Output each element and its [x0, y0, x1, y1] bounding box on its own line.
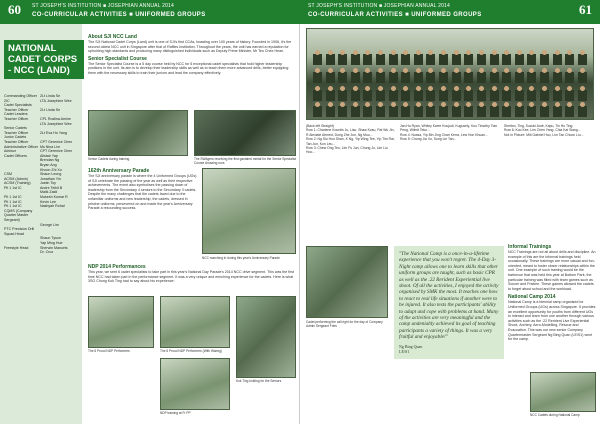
roster-role: Plt 1 1st IC	[4, 195, 22, 200]
cadet-figure	[578, 85, 587, 101]
caption-ndp-wamig: The 6 Proud NDP Performers (With Wamig)	[160, 349, 222, 353]
cadet-figure	[363, 67, 372, 83]
cadet-figure	[490, 101, 499, 117]
roster-role: Cadet Officers	[4, 153, 27, 158]
roster-role: 2IC	[4, 98, 10, 103]
cadet-figure	[477, 67, 486, 83]
roster-name	[40, 227, 80, 236]
roster-row	[4, 227, 80, 236]
camp-heading: National Camp 2014	[508, 294, 556, 301]
cadet-figure	[490, 49, 499, 65]
cadet-figure	[313, 49, 322, 65]
section-line: CO-CURRICULAR ACTIVITIES ■ UNIFORMED GROUPS	[32, 12, 206, 18]
roster-name: Jonathan Yin	[40, 176, 61, 181]
cadet-figure	[502, 85, 511, 101]
cadet-figure	[490, 67, 499, 83]
quote-author: Ng Bing Quan	[399, 343, 423, 349]
roster-name: Bryan Ang	[40, 162, 57, 167]
cadet-figure	[338, 85, 347, 101]
caption-medal: The SWAgers receiving the first gantaled medal for the Senior Specialist Course Amazing runs	[194, 157, 296, 165]
roster-name: Yap Ming Hue	[40, 241, 63, 245]
right-page-number: 61	[579, 2, 592, 17]
cadet-figure	[326, 101, 335, 117]
cadet-figure	[515, 49, 524, 65]
cadet-figure	[540, 49, 549, 65]
sidebar-title: NATIONAL CADET CORPS - NCC (LAND)	[4, 40, 84, 79]
names-column-2: Jan Hu Ryan, Whitey Kwee Koujudi, Kugusely, Kuo Timothy Tian Peng, Wilmit Teko... Row 4: Nussa, Yip Bin Jing Chan Kerra, Lew Hon Khuan... Row 5: Chong Jia Xu, Song Lie Tan...	[400, 124, 498, 142]
roster-role: Administrative Officer	[4, 144, 39, 149]
cadet-figure	[578, 67, 587, 83]
roster-role: Plt 1 1st IC	[4, 185, 22, 190]
ndp-text: This year, we sent 6 cadet specialists to take part in this year's National Day Parade's 2014 NCC drive segment. This was the first time NCC had taken part in the performance segment. It was a very unique and enriching experience for the cadets. Here is what 3SG Chong Kok Ting had to say about his experience:	[88, 270, 295, 284]
cadet-figure	[464, 85, 473, 101]
roster-role: Teacher Officer	[4, 139, 29, 144]
cadet-figure	[351, 85, 360, 101]
roster-role: Junior Cadets	[4, 135, 27, 140]
ndp-heading: NDP 2014 Performances	[88, 264, 146, 270]
left-page-header	[0, 0, 300, 24]
camp-activity-photo	[306, 246, 388, 318]
cadet-figure	[414, 67, 423, 83]
senior-cadets-photo	[88, 110, 188, 156]
left-page-number: 60	[8, 2, 21, 17]
cadet-figure	[515, 67, 524, 83]
parade-section	[88, 168, 198, 211]
cadet-figure	[313, 101, 322, 117]
left-body	[88, 32, 296, 77]
cadet-figure	[401, 67, 410, 83]
cadet-figure	[553, 101, 562, 117]
roster-role: CSM	[4, 172, 12, 177]
cadet-figure	[540, 101, 549, 117]
cadet-figure	[527, 85, 536, 101]
quote-text: "The National Camp is a once-in-a-lifetime experience that you won't regret. The 4-Day 3-Night camp allows one to learn skills that other uniform groups are taught, such as basic CPR as well as the .22 Rerident Experiential live shoot. Of all the activities, I enjoyed the activity organised by SMK the most. It teaches one how to react to real life situations if another were to be injured. It also tests the participants' ability to adapt and cope with problems at hand. Many of the activities are very meaningful and the camp undeniably achieved its goal of teaching participants a variety of things. It was a very fruitful and enjoyable!"	[399, 251, 499, 341]
roster-role: CQMS (Company Quarter Master Sergeant)	[4, 208, 33, 223]
roster-name: George Lim	[40, 222, 59, 227]
cadet-figure	[363, 85, 372, 101]
cadet-figure	[565, 85, 574, 101]
roster-name	[40, 209, 80, 223]
cadet-figure	[338, 49, 347, 65]
cadet-figure	[401, 85, 410, 101]
cadet-figure	[439, 67, 448, 83]
cadet-figure	[464, 101, 473, 117]
medal-photo	[194, 110, 296, 156]
cadet-figure	[363, 49, 372, 65]
cadet-figure	[565, 101, 574, 117]
cadet-figure	[326, 85, 335, 101]
kok-ting-photo	[236, 296, 296, 378]
ndp-performers-photo	[88, 296, 154, 348]
cadet-figure	[578, 49, 587, 65]
roster-role: Plt 1 1st IC	[4, 204, 22, 209]
cadet-figure	[389, 101, 398, 117]
roster-role: Advisor	[4, 149, 16, 154]
roster-name: Andre Teikit B	[40, 185, 63, 190]
parade-heading: 162th Anniversary Parade	[88, 168, 150, 174]
about-heading: About SJI NCC Land	[88, 34, 137, 40]
cadet-figure	[338, 101, 347, 117]
cadet-figure	[452, 85, 461, 101]
cadet-figure	[452, 67, 461, 83]
roster-role: PTC Precision Drill Squad Head	[4, 227, 35, 236]
cadet-figure	[426, 49, 435, 65]
cadet-figure	[414, 101, 423, 117]
roster-list	[4, 94, 80, 255]
cadet-figure	[439, 85, 448, 101]
cadet-figure	[553, 49, 562, 65]
cadet-figure	[326, 49, 335, 65]
cadet-figure	[490, 85, 499, 101]
roster-name: Ms Nina Lim	[40, 144, 60, 149]
sidebar	[0, 24, 82, 424]
roster-name: Khoon Zhi Xu	[40, 167, 62, 172]
cadet-figure	[553, 85, 562, 101]
school-line: ST JOSEPH'S INSTITUTION ■ JOSEPHIAN ANNUAL 2014	[32, 3, 175, 9]
roster-name: LTA Josephine Wee	[40, 121, 72, 126]
unit-group-photo	[306, 28, 594, 120]
caption-parade: NCC marching in during this year's Anniversary Parade	[202, 256, 280, 260]
roster-row	[4, 209, 80, 223]
cadet-figure	[452, 101, 461, 117]
roster-name: Kevin Lee	[40, 199, 56, 204]
roster-name: Dr. Cruz	[40, 250, 54, 255]
cadet-figure	[426, 85, 435, 101]
cadet-figure	[477, 101, 486, 117]
about-text: The SJI National Cadet Corps (Land) unit is one of SJI's first CCAs, boasting over 100 years of history. Founded in 1906, it's the second oldest NCC unit in Singapore after that of Raffles Institution. Throughout the years, the unit has earned a reputation for upholding high standards and producing many distinguished individuals such as Deputy Prime Minister, Mr Teo Chee Hean.	[88, 40, 292, 54]
cadet-figure	[414, 49, 423, 65]
cadet-figure	[527, 49, 536, 65]
cadet-figure	[527, 101, 536, 117]
roster-role: Plt 1 1st IC	[4, 199, 22, 204]
cadet-figure	[389, 49, 398, 65]
cadet-figure	[515, 85, 524, 101]
roster-name: Justin Toy	[40, 181, 56, 186]
cadet-figure	[351, 49, 360, 65]
names-column-3: Shelton, Ting, Suzuki Andr, Kapu, Tin Hu Ting Row 6: Kuo Kee, Lim Chen Yang, Chia Kai Siang... Not in Picture: Miti Gabriel Hoo, Lim Tan Choon Liu...	[504, 124, 584, 137]
roster-role	[4, 250, 40, 255]
quote-box	[394, 246, 504, 359]
informal-section	[508, 244, 596, 342]
cadet-figure	[565, 67, 574, 83]
roster-name: Shaun Leong	[40, 172, 62, 177]
cadet-figure	[313, 85, 322, 101]
national-camp-photo	[530, 372, 596, 412]
caption-camp-activity: Cadet performing the call right for the day of Company Admin Sergeant Fries	[306, 320, 383, 328]
roster-role: Cadet Specialists	[4, 103, 32, 108]
cadet-figure	[477, 85, 486, 101]
cadet-figure	[502, 101, 511, 117]
cadet-figure	[326, 67, 335, 83]
cadet-figure	[464, 49, 473, 65]
roster-name: 2Lt Eva Ho Yang	[40, 130, 67, 135]
cadet-figure	[565, 49, 574, 65]
right-section-line: CO-CURRICULAR ACTIVITIES ■ UNIFORMED GROUPS	[308, 12, 482, 18]
roster-role: Teacher Officer	[4, 130, 29, 135]
roster-name: 2Lt Linda Se	[40, 94, 61, 98]
cadet-figure	[389, 85, 398, 101]
roster-name: Nashyah Rohal	[40, 204, 65, 209]
cadet-figure	[502, 49, 511, 65]
caption-senior-cadets: Senior Cadets during training	[88, 157, 130, 161]
senior-heading: Senior Specialist Course	[88, 55, 147, 62]
ndp-training-photo	[160, 358, 230, 410]
roster-name: CPT Gerenice Chen	[40, 139, 73, 144]
cadet-figure	[376, 85, 385, 101]
cadet-figure	[426, 67, 435, 83]
cadet-figure	[439, 101, 448, 117]
roster-role: Freestyle Head	[4, 245, 29, 250]
cadet-figure	[540, 67, 549, 83]
cadet-figure	[439, 49, 448, 65]
cadet-figure	[540, 85, 549, 101]
cadet-figure	[376, 67, 385, 83]
cadet-figure	[351, 101, 360, 117]
parade-photo	[202, 168, 296, 254]
roster-role: Cadet Leaders	[4, 112, 28, 117]
ndp-wamig-photo	[160, 296, 230, 348]
right-page	[300, 0, 600, 424]
ndp-section	[88, 264, 296, 284]
cadet-figure	[401, 101, 410, 117]
cadet-figure	[502, 67, 511, 83]
cadet-figure	[351, 67, 360, 83]
cadet-figure	[414, 85, 423, 101]
names-column-1: (Back left Straight) Row 1: Charlene Kourdis Ju, Lisu, Shaw Kosu, Pat Wu Jin, R Alexiate Ahmed, Dong Zhe Jun, Ng Muu... Row 2: Ng Siu Hoo Shan, K Ng, Yip Wing Tee, Yip Tim Rai, Tan Jun, Kon Leu... Row 3: Chew Ong Teo, Lim Fu Jun, Chung Ju, Lim Liu Hoo...	[306, 124, 395, 155]
cadet-figure	[515, 101, 524, 117]
informal-text: NCC Trainings are not all about drills and discipline. An example of this are the informal trainings held occasionally. These trainings are more casual and fun-oriented, meant to foster closer relationships within the unit. One example of such training would be the barbecue that was held this year at Bottom Park, the particular training was filled with team games such as Soccer and Frisbee. These games allowed the cadets to forget about school and the workload.	[508, 250, 596, 291]
cadet-figure	[477, 49, 486, 65]
roster-row	[4, 250, 80, 255]
roster-name: Shaun Tyson	[40, 236, 61, 241]
senior-text: The Senior Specialist Course is a 5 day course held by NCC for 5 exceptional cadet specialists that hold higher leadership positions in the unit. Its aim is to develop their leadership skills as well as to teach them more advanced drills, better equipping them with the necessary skills to train their juniors and lead the company effectively.	[88, 61, 289, 75]
cadet-figure	[363, 101, 372, 117]
cadet-figure	[527, 67, 536, 83]
caption-ndp-performers: The 6 Proud NDP Performers	[88, 349, 130, 353]
roster-name: Malik Zaidi	[40, 190, 58, 195]
cadet-figure	[376, 101, 385, 117]
cadet-figure	[313, 67, 322, 83]
cadet-figure	[426, 101, 435, 117]
cadet-figure	[578, 101, 587, 117]
camp-text: National Camp is a biennial camp organised for Uniformed Groups (UGs) across Singapore. It provides an excellent opportunity for youths from different UGs to interact and learn from one another through various activities such as the .22 Rerident Live Experiential Shoot, Archery, Aero-Modelling, Rescue and Evacuation. This was our new senior Company Quartermaster Sergeant Ng Bing Quan (LE/S1) went for the camp.	[508, 300, 596, 342]
cadet-figure	[464, 67, 473, 83]
roster-role: Teacher Officer	[4, 107, 29, 112]
quote-author-class: LE/S1	[399, 348, 410, 354]
roster-name: Alistair Yap	[40, 153, 58, 158]
caption-kok-ting: Kok Ting holding for the Seniors	[236, 379, 282, 383]
caption-national-camp: NCC Cadets during National Camp	[530, 413, 580, 417]
right-school-line: ST JOSEPH'S INSTITUTION ■ JOSEPHIAN ANNUAL 2014	[308, 3, 451, 9]
cadet-figure	[389, 67, 398, 83]
cadet-figure	[401, 49, 410, 65]
roster-name: CPL Roslina Amine	[40, 116, 71, 121]
roster-role: Commanding Officer	[4, 94, 37, 98]
roster-name: CPT Gerenice Chen	[40, 149, 73, 154]
right-page-header	[300, 0, 600, 24]
roster-name: 2Lt Linda Se	[40, 107, 61, 112]
parade-text: The SJI anniversary parade is where the 4 Uniformed Groups (UGs) of SJI celebrate the passing of the year as well as their respective achievements. The event also symbolises the passing down of leadership from the Secondary 4 seniors to the Secondary 3 cadets. Despite the many challenges that the cadets faced due to the unfamiliar uniforms and new leadership, the cadets, dressed in pristine uniforms, persevered on and made the year's Anniversary Parade a resounding success.	[88, 174, 197, 211]
roster-role: ACSM (Training)	[4, 181, 31, 186]
roster-name: Mukesh Kumar R	[40, 195, 68, 200]
cadet-figure	[376, 49, 385, 65]
cadet-figure	[452, 49, 461, 65]
informal-heading: Informal Trainings	[508, 244, 552, 250]
roster-name: LTA Josephine Wee	[40, 98, 72, 103]
roster-role: Teacher Officer	[4, 116, 29, 121]
roster-name: Sherwin Manuels	[40, 245, 68, 250]
roster-role: ACSM (Admin)	[4, 176, 28, 181]
roster-name: Brendan Ng	[40, 158, 60, 163]
caption-ndp-training: NDP training at Fr PP	[160, 411, 191, 415]
cadet-figure	[553, 67, 562, 83]
cadet-figure	[338, 67, 347, 83]
roster-role: Senior Cadets	[4, 126, 27, 131]
